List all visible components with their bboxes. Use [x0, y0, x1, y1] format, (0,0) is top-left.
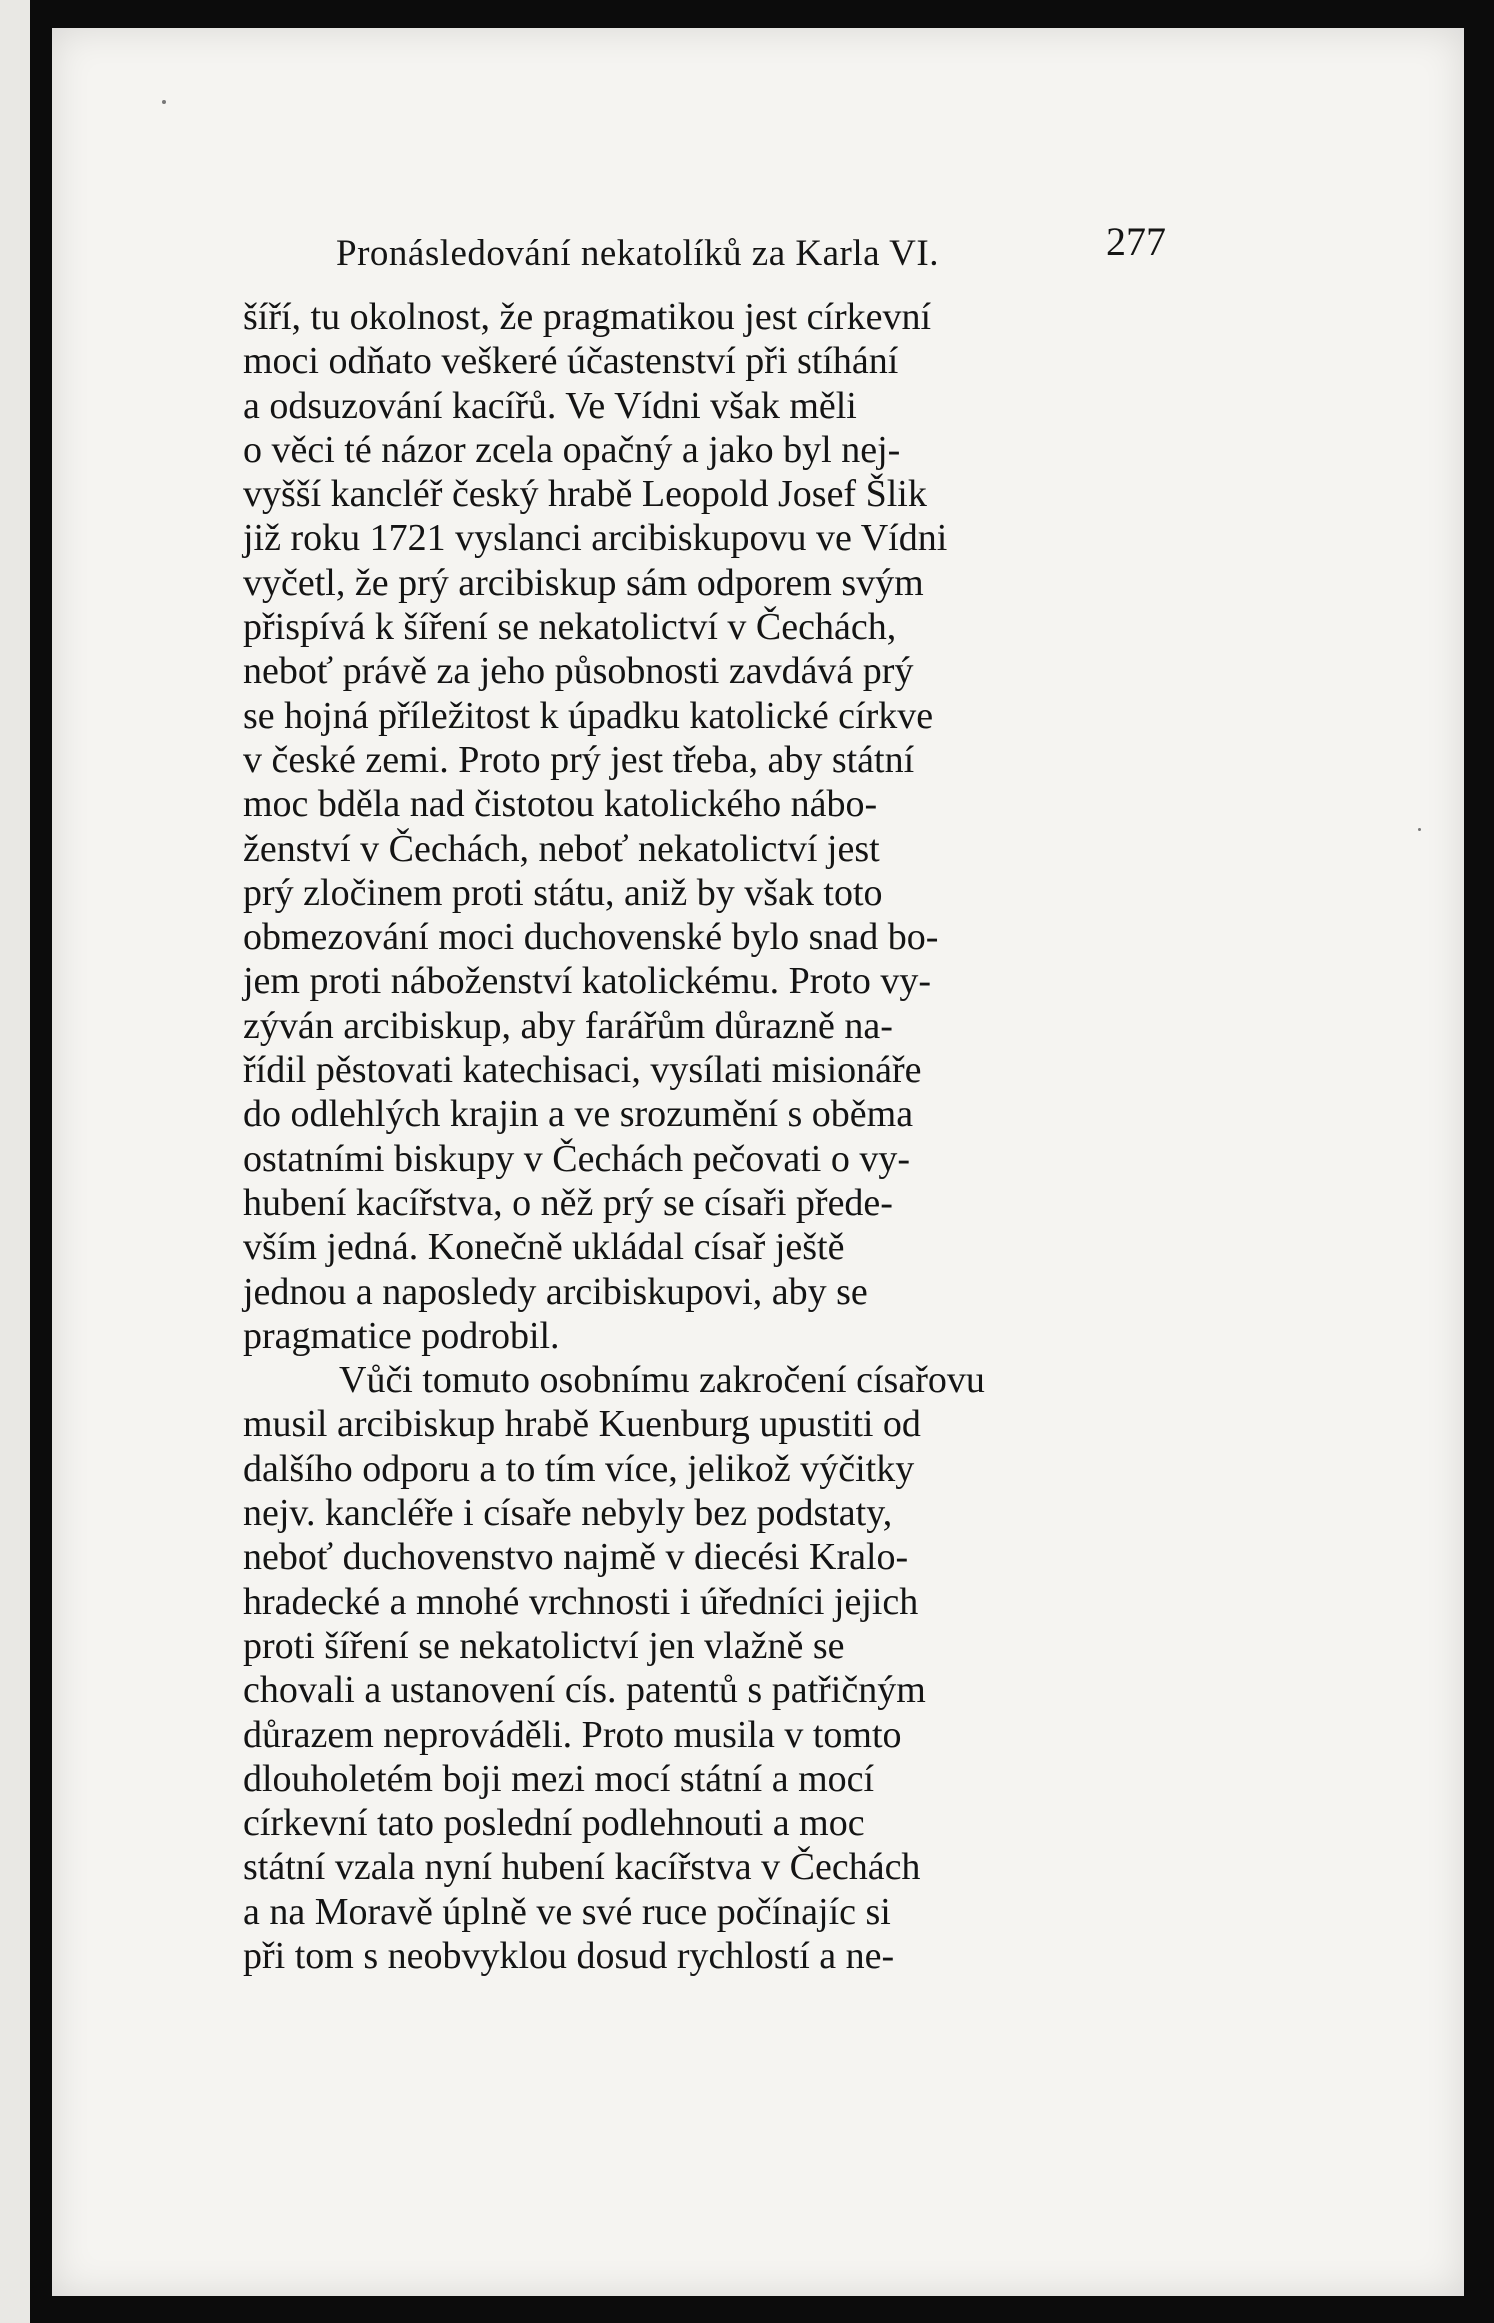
text-line: o věci té názor zcela opačný a jako byl nej-	[243, 428, 901, 471]
text-line: zýván arcibiskup, aby farářům důrazně na-	[243, 1004, 893, 1047]
text-line: při tom s neobvyklou dosud rychlostí a ne-	[243, 1934, 895, 1977]
page-number: 277	[1106, 219, 1166, 264]
paragraph	[243, 295, 1163, 1358]
text-line: dlouholetém boji mezi mocí státní a mocí	[243, 1757, 875, 1800]
body-text	[243, 295, 1163, 1978]
text-line: do odlehlých krajin a ve srozumění s oběma	[243, 1093, 914, 1136]
running-header	[336, 218, 1166, 278]
text-line: chovali a ustanovení cís. patentů s patřičným	[243, 1669, 926, 1712]
text-line: již roku 1721 vyslanci arcibiskupovu ve Vídni	[243, 517, 948, 560]
text-line: hubení kacířstva, o něž prý se císaři přede-	[243, 1181, 893, 1224]
text-line: hradecké a mnohé vrchnosti i úředníci jejich	[243, 1580, 919, 1623]
text-line: vším jedná. Konečně ukládal císař ještě	[243, 1226, 845, 1269]
paragraph	[243, 1358, 1163, 1978]
text-line: přispívá k šíření se nekatolictví v Čechách,	[243, 606, 897, 649]
text-line: pragmatice podrobil.	[243, 1314, 560, 1357]
text-line: dalšího odporu a to tím více, jelikož výčitky	[243, 1447, 915, 1490]
text-line: v české zemi. Proto prý jest třeba, aby státní	[243, 738, 915, 781]
text-line: jednou a naposledy arcibiskupovi, aby se	[243, 1270, 868, 1313]
text-line: moci odňato veškeré účastenství při stíhání	[243, 340, 899, 383]
text-line: vyčetl, že prý arcibiskup sám odporem svým	[243, 561, 924, 604]
text-line: moc bděla nad čistotou katolického nábo-	[243, 783, 878, 826]
text-line: Vůči tomuto osobnímu zakročení císařovu	[339, 1359, 985, 1402]
text-line: řídil pěstovati katechisaci, vysílati misionáře	[243, 1049, 922, 1092]
text-line: církevní tato poslední podlehnouti a moc	[243, 1802, 865, 1845]
text-line: a na Moravě úplně ve své ruce počínajíc si	[243, 1890, 891, 1933]
text-line: obmezování moci duchovenské bylo snad bo-	[243, 916, 939, 959]
text-line: musil arcibiskup hrabě Kuenburg upustiti od	[243, 1403, 921, 1446]
text-line: neboť duchovenstvo najmě v diecési Kralo-	[243, 1536, 909, 1579]
text-line: neboť právě za jeho působnosti zavdává prý	[243, 650, 914, 693]
paper-speck	[1418, 828, 1421, 831]
text-line: vyšší kancléř český hrabě Leopold Josef Šlik	[243, 473, 927, 516]
text-line: ostatními biskupy v Čechách pečovati o vy-	[243, 1137, 910, 1180]
text-line: šíří, tu okolnost, že pragmatikou jest církevní	[243, 296, 932, 338]
paper-speck	[162, 100, 166, 104]
text-line: proti šíření se nekatolictví jen vlažně se	[243, 1624, 845, 1667]
text-line: důrazem neprováděli. Proto musila v tomto	[243, 1713, 902, 1756]
text-line: a odsuzování kacířů. Ve Vídni však měli	[243, 384, 857, 427]
text-line: nejv. kancléře i císaře nebyly bez podstaty,	[243, 1492, 893, 1535]
text-line: se hojná příležitost k úpadku katolické církve	[243, 694, 934, 737]
text-line: jem proti náboženství katolickému. Proto vy-	[243, 960, 932, 1003]
page-edge-strip	[0, 0, 30, 2323]
text-line: ženství v Čechách, neboť nekatolictví jest	[243, 827, 880, 870]
text-line: státní vzala nyní hubení kacířstva v Čechách	[243, 1846, 921, 1889]
text-line: prý zločinem proti státu, aniž by však toto	[243, 871, 883, 914]
running-title: Pronásledování nekatolíků za Karla VI.	[336, 233, 939, 274]
